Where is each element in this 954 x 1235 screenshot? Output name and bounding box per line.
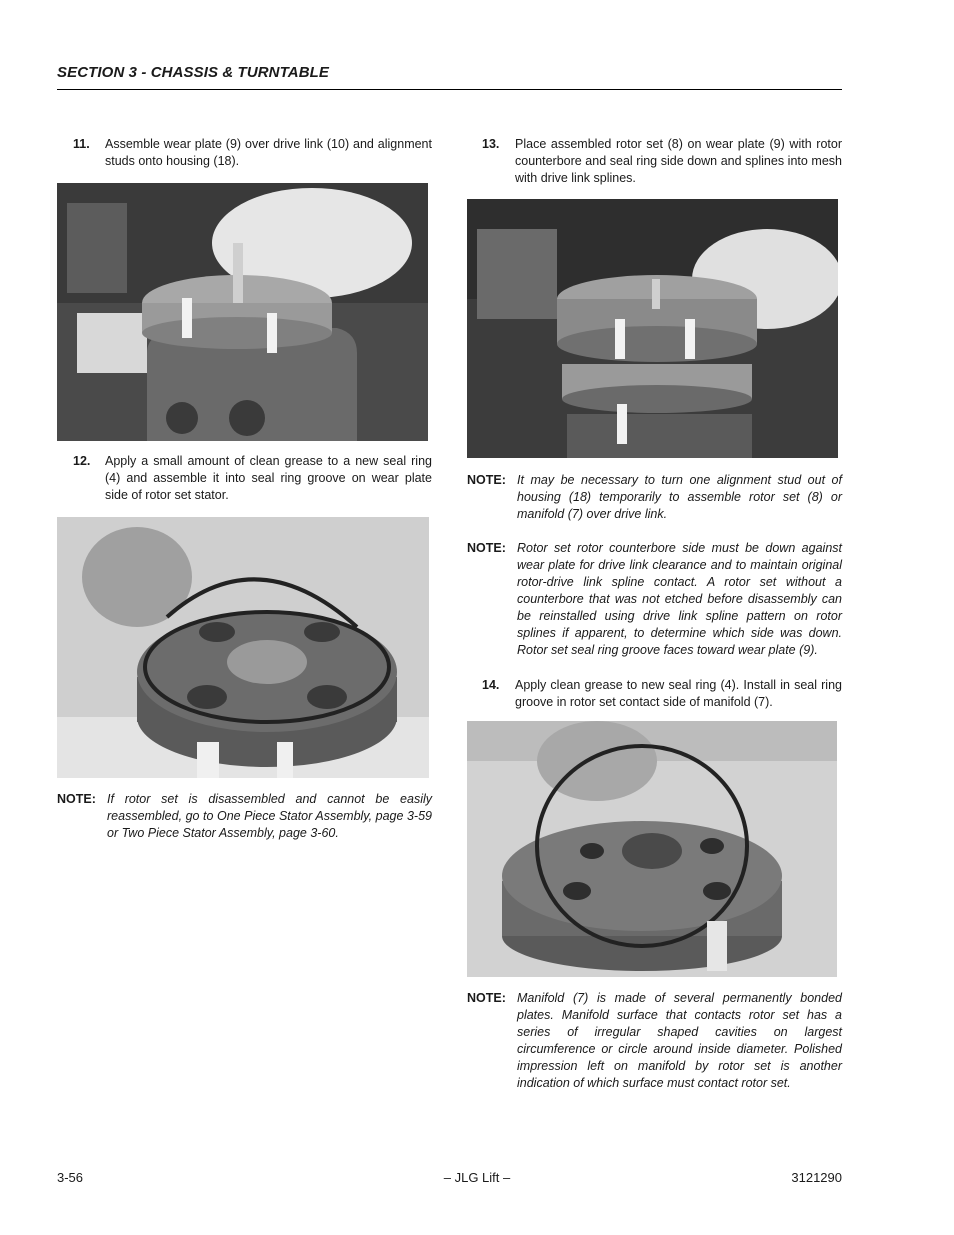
- photo-manifold-seal-ring: [467, 721, 837, 977]
- note-text: Rotor set rotor counterbore side must be down against wear plate for drive link clearance and to maintain original rotor-drive link spline contact. A rotor set without a counterbore that was not etched before disassembly can be reinstalled using drive link spline pattern on rotor splines if apparent, to determine which side was down. Rotor set seal ring groove faces toward wear plate (9).: [517, 541, 842, 657]
- note-label: NOTE:: [467, 473, 506, 487]
- page-number: 3-56: [57, 1170, 84, 1185]
- photo-rotor-set-placement: [467, 199, 838, 458]
- step-text: Assemble wear plate (9) over drive link (10) and alignment studs onto housing (18).: [105, 137, 432, 168]
- note-text: Manifold (7) is made of several permanently bonded plates. Manifold surface that contacts rotor set has a series of irregular shaped cavities on largest circumference or circle around inside diameter. Polished impression left on manifold by rotor set is another indication of which surface must contact rotor set.: [517, 991, 842, 1090]
- step-text: Apply a small amount of clean grease to a new seal ring (4) and assemble it into seal ring groove on wear plate side of rotor set stator.: [105, 454, 432, 502]
- step-number: 11.: [73, 137, 90, 151]
- note-label: NOTE:: [57, 792, 96, 806]
- step-text: Apply clean grease to new seal ring (4). Install in seal ring groove in rotor set contact side of manifold (7).: [515, 678, 842, 709]
- header-rule: [57, 89, 842, 90]
- step-number: 14.: [482, 678, 500, 692]
- section-title: SECTION 3 - CHASSIS & TURNTABLE: [57, 64, 330, 81]
- footer-center: – JLG Lift –: [443, 1170, 511, 1185]
- note-label: NOTE:: [467, 991, 506, 1005]
- note-text: It may be necessary to turn one alignment stud out of housing (18) temporarily to assemble rotor set (8) or manifold (7) over drive link.: [517, 473, 842, 521]
- doc-number: 3121290: [791, 1170, 842, 1185]
- step-number: 12.: [73, 454, 91, 468]
- step-text: Place assembled rotor set (8) on wear plate (9) with rotor counterbore and seal ring side down and splines into mesh with drive link splines.: [515, 137, 842, 185]
- photo-seal-ring-stator: [57, 517, 429, 778]
- note-label: NOTE:: [467, 541, 506, 555]
- note-text: If rotor set is disassembled and cannot be easily reassembled, go to One Piece Stator Assembly, page 3-59 or Two Piece Stator Assembly, page 3-60.: [107, 792, 432, 840]
- step-number: 13.: [482, 137, 500, 151]
- photo-wear-plate-assembly: [57, 183, 428, 441]
